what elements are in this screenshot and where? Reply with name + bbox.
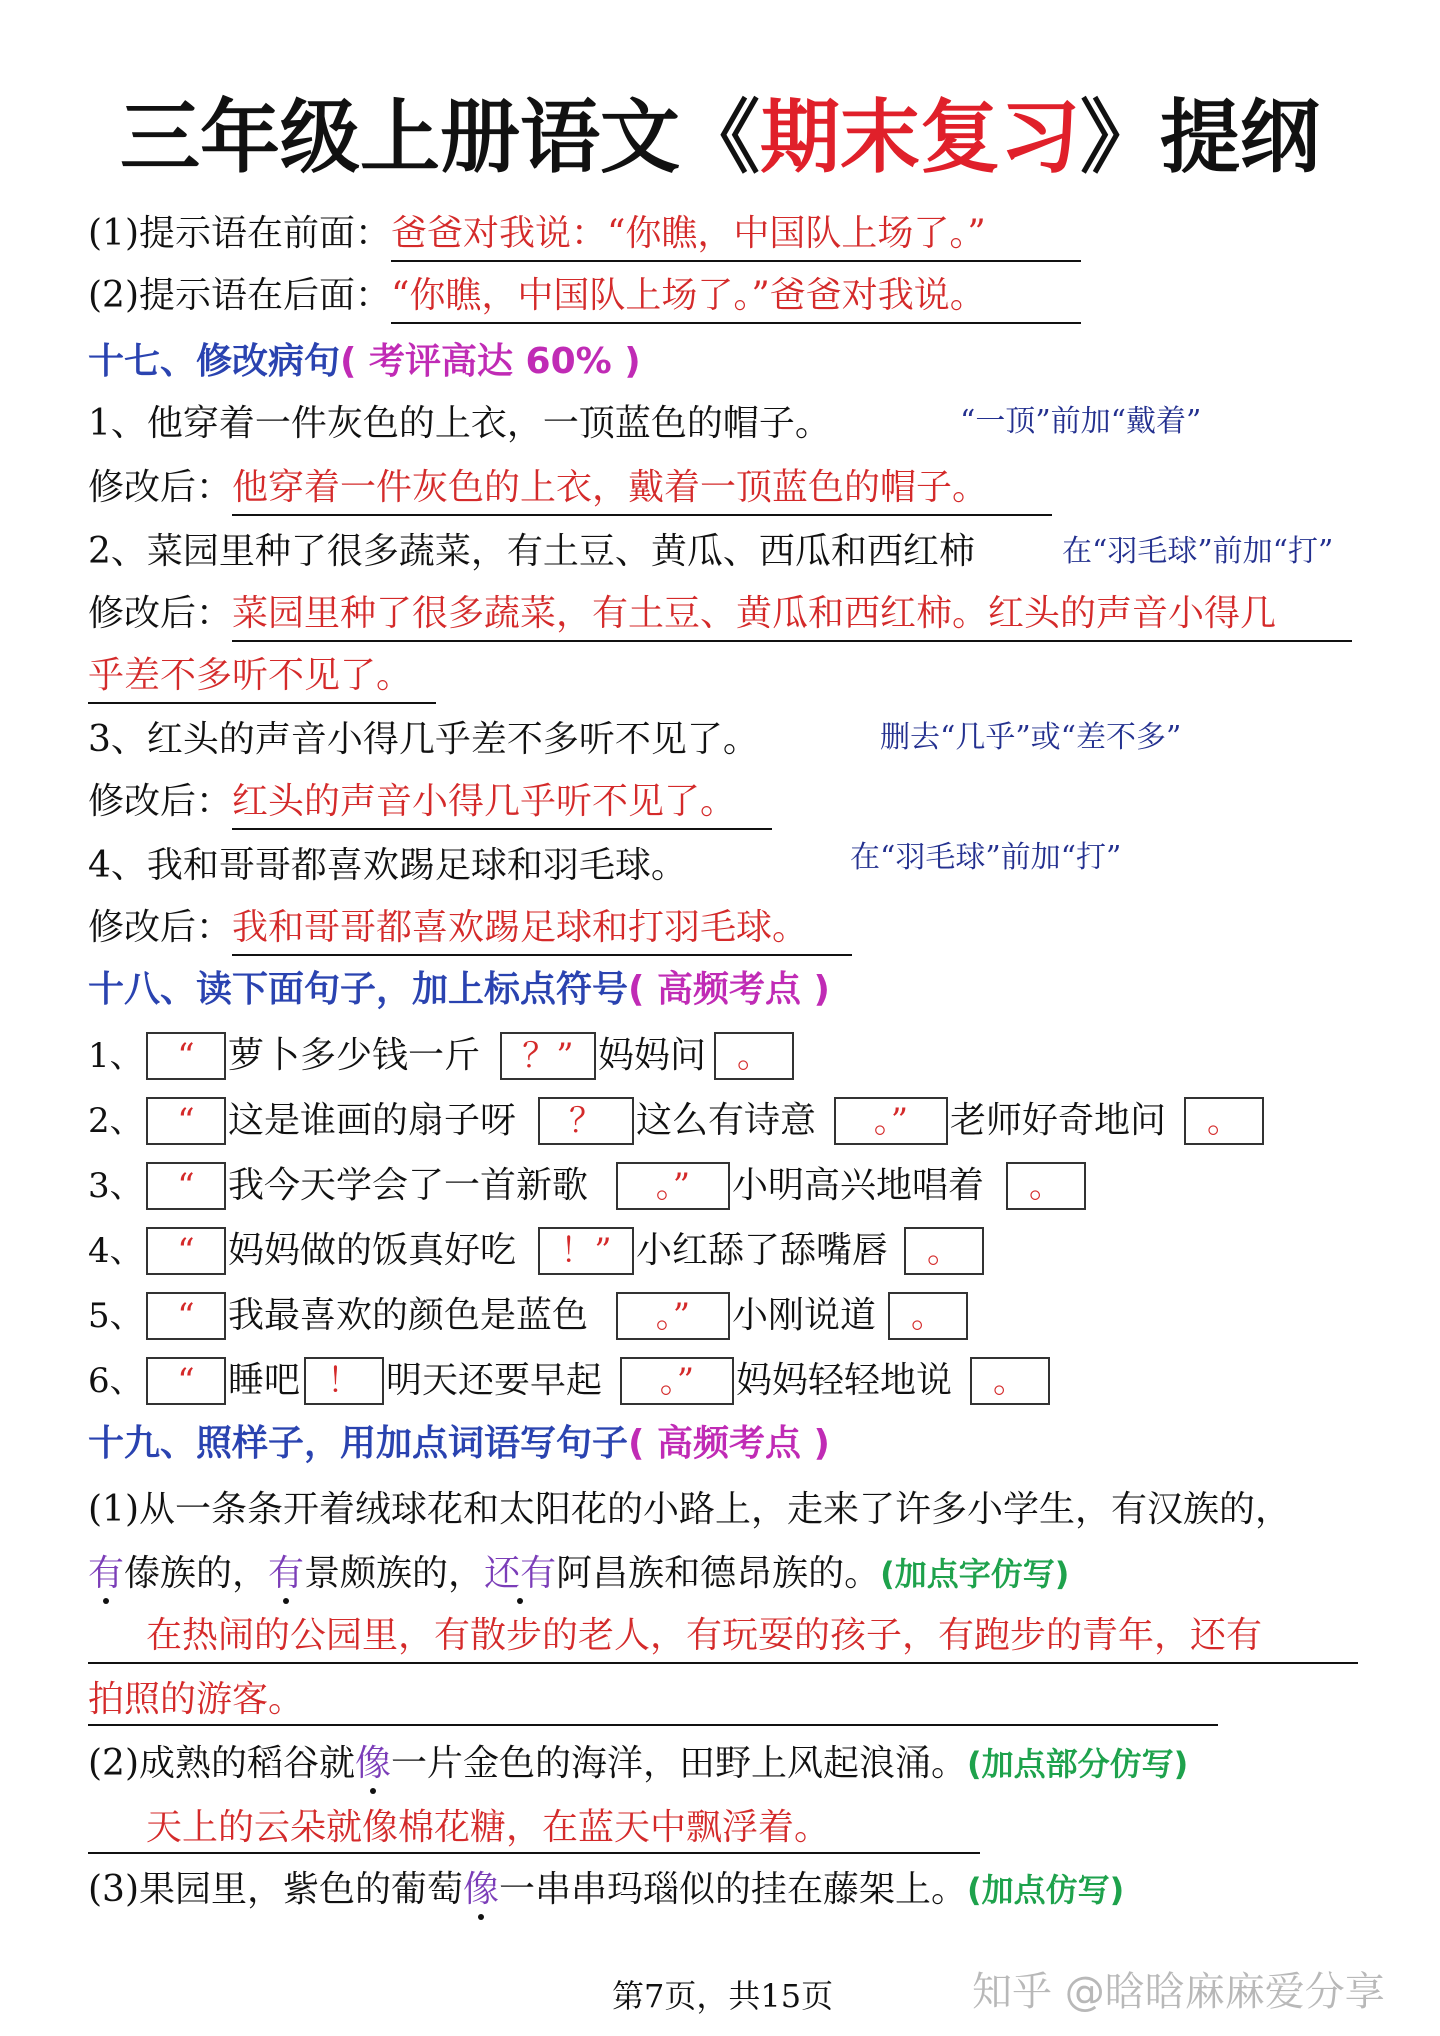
section-tag: ( 高频考点 ) [628, 1423, 830, 1464]
punctuation-box[interactable]: ？ [538, 1097, 634, 1145]
title-part2: 》提纲 [1080, 91, 1320, 184]
correction-answer: 我和哥哥都喜欢踢足球和打羽毛球。 [232, 904, 852, 956]
correction-2-answer-row [88, 590, 1352, 642]
section-tag: ( 考评高达 60% ) [340, 341, 641, 382]
section-19-heading [88, 1420, 830, 1468]
imitation-q1-answer-line1: 在热闹的公园里，有散步的老人，有玩耍的孩子，有跑步的青年，还有 [146, 1615, 1263, 1656]
correction-4-answer-row [88, 904, 852, 956]
sentence-text: 明天还要早起 [386, 1360, 603, 1401]
plain-text: 阿昌族和德昂族的。 [556, 1553, 881, 1594]
sentence-text: 这是谁画的扇子呀 [228, 1100, 517, 1141]
punctuation-box[interactable]: 。 [714, 1032, 794, 1080]
punctuation-box[interactable]: 。” [834, 1097, 948, 1145]
sentence-text: 妈妈轻轻地说 [736, 1360, 953, 1401]
sentence-text: 妈妈做的饭真好吃 [228, 1230, 517, 1271]
punctuation-box[interactable]: “ [146, 1357, 226, 1405]
sentence-text: 小红舔了舔嘴唇 [636, 1230, 889, 1271]
correction-answer-line2: 乎差不多听不见了。 [88, 652, 436, 704]
row-number: 6、 [88, 1361, 144, 1401]
row-number: 4、 [88, 1231, 144, 1271]
plain-text: 景颇族的， [304, 1553, 485, 1594]
page-number: 第7页，共15页 [612, 1977, 834, 2015]
correction-answer: 红头的声音小得几乎听不见了。 [232, 778, 772, 830]
punctuation-box[interactable]: 。 [970, 1357, 1050, 1405]
sentence-text: 小刚说道 [732, 1295, 877, 1336]
quote-example-1 [88, 210, 1081, 262]
dotted-word: 像 [355, 1743, 392, 1784]
section-17-heading [88, 338, 641, 386]
imitation-q3 [88, 1866, 1124, 1914]
plain-text: (2)成熟的稻谷就 [88, 1743, 355, 1784]
punctuation-box[interactable]: 。” [616, 1292, 730, 1340]
punctuation-box[interactable]: ？” [500, 1032, 596, 1080]
dotted-word: 还有 [484, 1553, 557, 1594]
plain-text: 一片金色的海洋，田野上风起浪涌。 [391, 1743, 968, 1784]
answer-underline [88, 1852, 980, 1854]
row-number: 2、 [88, 1101, 144, 1141]
punctuation-box[interactable]: “ [146, 1032, 226, 1080]
correction-1-answer-row [88, 464, 1052, 516]
dotted-word: 有 [88, 1553, 125, 1594]
dotted-word: 有 [268, 1553, 305, 1594]
sentence-text: 我今天学会了一首新歌 [228, 1165, 589, 1206]
section-tag: ( 高频考点 ) [628, 969, 830, 1010]
punctuation-box[interactable]: 。” [620, 1357, 734, 1405]
quote-example-answer: 爸爸对我说：“你瞧，中国队上场了。” [391, 210, 1081, 262]
quote-example-answer: “你瞧，中国队上场了。”爸爸对我说。 [391, 272, 1081, 324]
punctuation-box[interactable]: ！ [304, 1357, 384, 1405]
imitation-tag: (加点字仿写) [880, 1555, 1070, 1593]
correction-3-answer-row [88, 778, 772, 830]
answer-prefix: 修改后： [88, 781, 233, 822]
correction-3-question: 3、红头的声音小得几乎差不多听不见了。 [88, 719, 759, 760]
correction-3-note: 删去“几乎”或“差不多” [880, 720, 1182, 755]
answer-prefix: 修改后： [88, 593, 233, 634]
plain-text: 傣族的， [124, 1553, 269, 1594]
sentence-text: 这么有诗意 [636, 1100, 817, 1141]
punctuation-box[interactable]: “ [146, 1227, 226, 1275]
title-part1: 三年级上册语文《 [120, 91, 760, 184]
sentence-text: 我最喜欢的颜色是蓝色 [228, 1295, 589, 1336]
row-number: 5、 [88, 1296, 144, 1336]
answer-prefix: 修改后： [88, 907, 233, 948]
sentence-text: 妈妈问 [598, 1035, 707, 1076]
row-number: 3、 [88, 1166, 144, 1206]
correction-1-question: 1、他穿着一件灰色的上衣，一顶蓝色的帽子。 [88, 403, 831, 444]
imitation-tag: (加点仿写) [967, 1871, 1125, 1909]
punctuation-box[interactable]: “ [146, 1097, 226, 1145]
imitation-q1-line2 [88, 1550, 1069, 1598]
page-title [0, 88, 1440, 188]
punctuation-box[interactable]: 。 [888, 1292, 968, 1340]
quote-example-label: (1)提示语在前面： [88, 213, 391, 254]
imitation-q1-answer-line2: 拍照的游客。 [88, 1679, 305, 1720]
imitation-q1-line1: (1)从一条条开着绒球花和太阳花的小路上，走来了许多小学生，有汉族的， [88, 1489, 1291, 1530]
answer-underline [88, 1662, 1358, 1664]
dotted-word: 像 [463, 1869, 500, 1910]
imitation-q2-answer: 天上的云朵就像棉花糖，在蓝天中飘浮着。 [146, 1807, 831, 1848]
punctuation-box[interactable]: ！” [538, 1227, 634, 1275]
imitation-tag: (加点部分仿写) [967, 1745, 1189, 1783]
correction-1-note: “一顶”前加“戴着” [960, 404, 1202, 439]
correction-2-question: 2、菜园里种了很多蔬菜，有土豆、黄瓜、西瓜和西红柿 [88, 531, 975, 572]
plain-text: (3)果园里，紫色的葡萄 [88, 1869, 463, 1910]
correction-2-note: 在“羽毛球”前加“打” [1062, 534, 1334, 569]
section-18-heading [88, 966, 830, 1014]
sentence-text: 萝卜多少钱一斤 [228, 1035, 481, 1076]
correction-4-note: 在“羽毛球”前加“打” [850, 840, 1122, 875]
punctuation-box[interactable]: 。 [1184, 1097, 1264, 1145]
punctuation-box[interactable]: “ [146, 1162, 226, 1210]
correction-4-question: 4、我和哥哥都喜欢踢足球和羽毛球。 [88, 845, 687, 886]
correction-answer-line1: 菜园里种了很多蔬菜，有土豆、黄瓜和西红柿。红头的声音小得几 [232, 590, 1352, 642]
section-heading-text: 十九、照样子，用加点词语写句子 [88, 1423, 629, 1464]
answer-prefix: 修改后： [88, 467, 233, 508]
sentence-text: 老师好奇地问 [950, 1100, 1167, 1141]
punctuation-box[interactable]: 。 [1006, 1162, 1086, 1210]
section-heading-text: 十八、读下面句子，加上标点符号 [88, 969, 629, 1010]
punctuation-box[interactable]: “ [146, 1292, 226, 1340]
sentence-text: 睡吧 [228, 1360, 301, 1401]
row-number: 1、 [88, 1036, 144, 1076]
punctuation-box[interactable]: 。” [616, 1162, 730, 1210]
section-heading-text: 十七、修改病句 [88, 341, 341, 382]
sentence-text: 小明高兴地唱着 [732, 1165, 985, 1206]
answer-underline [88, 1724, 1218, 1726]
correction-2-answer-row2 [88, 652, 436, 704]
title-highlight: 期末复习 [760, 91, 1080, 184]
quote-example-2 [88, 272, 1081, 324]
watermark: 知乎 @晗晗麻麻爱分享 [972, 1969, 1385, 2015]
plain-text: 一串串玛瑙似的挂在藤架上。 [499, 1869, 968, 1910]
quote-example-label: (2)提示语在后面： [88, 275, 391, 316]
punctuation-box[interactable]: 。 [904, 1227, 984, 1275]
imitation-q2 [88, 1740, 1188, 1788]
correction-answer: 他穿着一件灰色的上衣，戴着一顶蓝色的帽子。 [232, 464, 1052, 516]
